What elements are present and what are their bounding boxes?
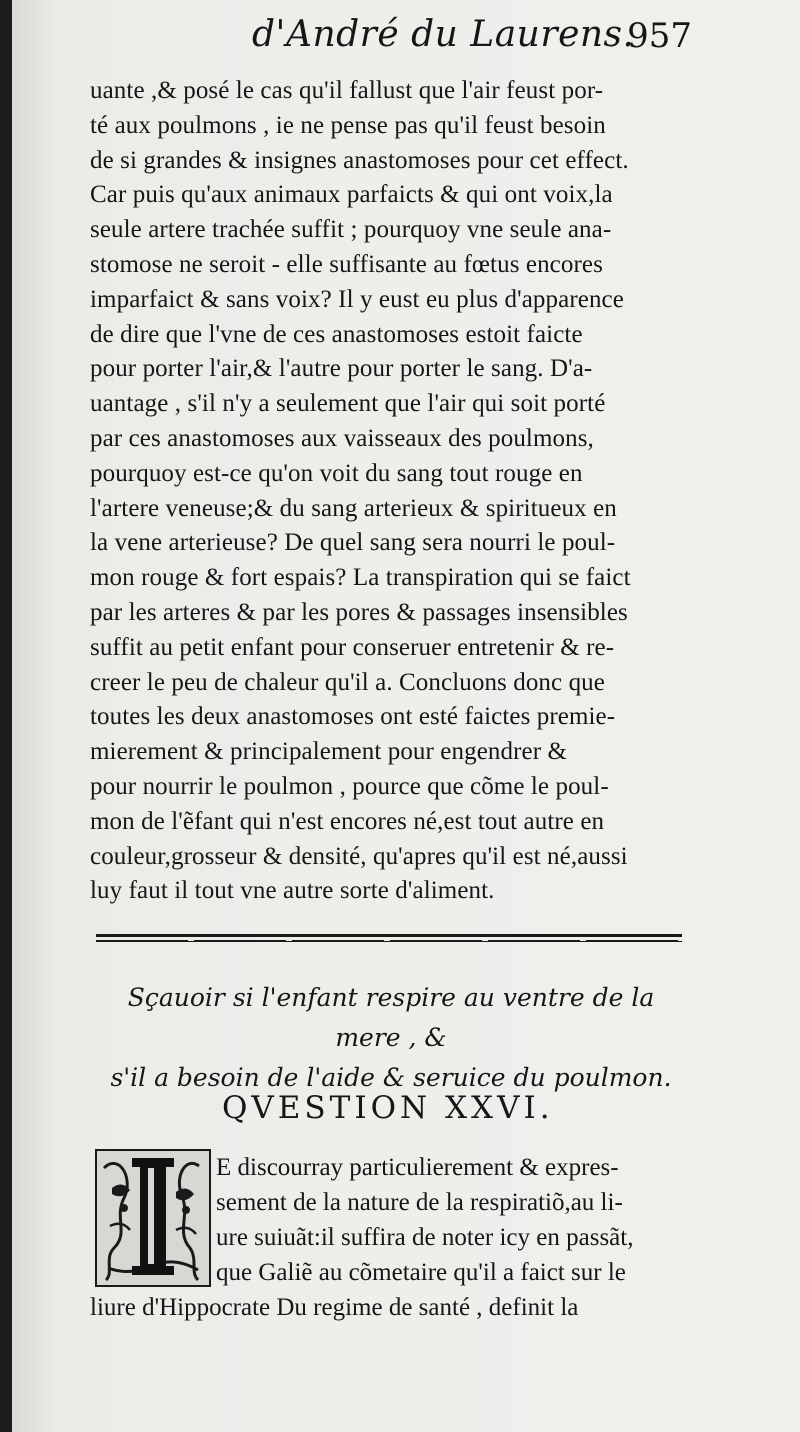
text-line: E discourray particulierement & expres- xyxy=(216,1154,619,1181)
text-line: mierement & principalement pour engendrer & xyxy=(90,738,568,766)
opening-paragraph xyxy=(90,1150,690,1325)
caption-line: Sçauoir si l'enfant respire au ventre de la mere , & xyxy=(127,983,655,1052)
text-line: que Galiẽ au cõmetaire qu'il a faict sur le xyxy=(216,1259,626,1286)
text-line: par les arteres & par les pores & passages insensibles xyxy=(90,598,628,626)
text-line: seule artere trachée suffit ; pourquoy vne seule ana- xyxy=(90,216,612,244)
text-line: couleur,grosseur & densité, qu'apres qu'il est né,aussi xyxy=(90,842,628,870)
text-line: suffit au petit enfant pour conseruer entretenir & re- xyxy=(90,633,615,661)
section-caption xyxy=(96,978,686,1098)
caption-line: s'il a besoin de l'aide & seruice du poulmon. xyxy=(110,1063,672,1092)
text-line: uantage , s'il n'y a seulement que l'air qui soit porté xyxy=(90,390,606,418)
page-header xyxy=(82,14,692,74)
text-line: imparfaict & sans voix? Il y eust eu plus d'apparence xyxy=(90,285,624,313)
text-line: creer le peu de chaleur qu'il a. Concluons donc que xyxy=(90,668,605,696)
text-line: pourquoy est-ce qu'on voit du sang tout rouge en xyxy=(90,459,583,487)
text-line: par ces anastomoses aux vaisseaux des poulmons, xyxy=(90,424,594,452)
page-number: 957 xyxy=(627,16,692,56)
text-line: la vene arterieuse? De quel sang sera nourri le poul- xyxy=(90,529,616,557)
text-line: ure suiuãt:il suffira de noter icy en passãt, xyxy=(216,1224,634,1251)
text-line: té aux poulmons , ie ne pense pas qu'il feust besoin xyxy=(90,111,606,139)
book-page xyxy=(12,0,800,1432)
text-line: toutes les deux anastomoses ont esté faictes premie- xyxy=(90,703,616,731)
text-line: pour nourrir le poulmon , pource que cõme le poul- xyxy=(90,772,609,800)
text-line: mon rouge & fort espais? La transpiration qui se faict xyxy=(90,564,631,592)
text-line: pour porter l'air,& l'autre pour porter le sang. D'a- xyxy=(90,355,593,383)
text-line: Car puis qu'aux animaux parfaicts & qui ont voix,la xyxy=(90,181,613,209)
text-line: sement de la nature de la respiratiõ,au li- xyxy=(216,1189,623,1216)
running-head: d'André du Laurens. xyxy=(252,14,635,55)
question-heading: QVESTION XXVI. xyxy=(222,1090,554,1126)
section-divider xyxy=(96,934,682,942)
text-line: uante ,& posé le cas qu'il fallust que l'air feust por- xyxy=(90,77,604,104)
text-line: liure d'Hippocrate Du regime de santé , definit la xyxy=(90,1294,579,1321)
text-line: mon de l'ẽfant qui n'est encores né,est tout autre en xyxy=(90,807,605,835)
body-paragraph xyxy=(90,74,696,909)
text-line: l'artere veneuse;& du sang arterieux & spiritueux en xyxy=(90,494,617,522)
text-line: luy faut il tout vne autre sorte d'aliment. xyxy=(90,877,495,905)
text-line: stomose ne seroit - elle suffisante au fœtus encores xyxy=(90,250,603,278)
text-line: de dire que l'vne de ces anastomoses estoit faicte xyxy=(90,320,583,348)
text-line: de si grandes & insignes anastomoses pour cet effect. xyxy=(90,146,629,174)
